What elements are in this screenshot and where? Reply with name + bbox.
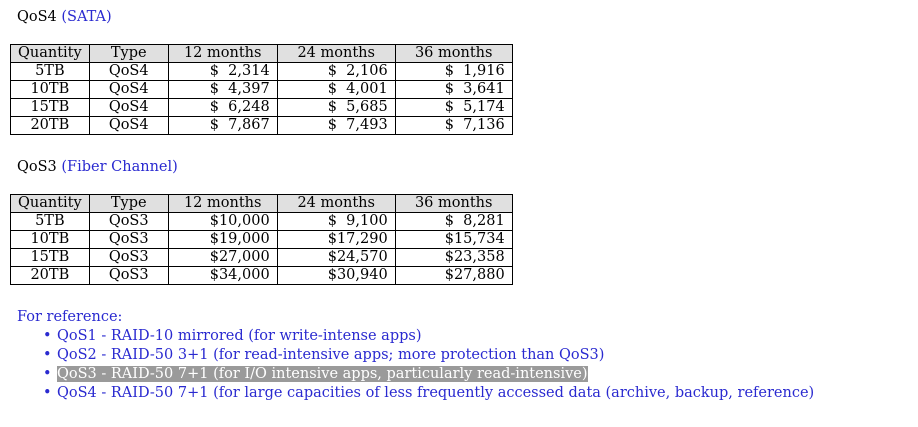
section-heading-qos4	[17, 8, 112, 26]
table-cell: $10,000	[168, 213, 277, 231]
table-cell: QoS3	[89, 249, 168, 267]
section-subtitle: (Fiber Channel)	[61, 159, 178, 175]
column-header: Type	[89, 195, 168, 213]
table-cell: QoS4	[89, 117, 168, 135]
table-cell: $30,940	[277, 267, 395, 285]
table-cell: $ 2,314	[168, 63, 277, 81]
table-cell: 15TB	[11, 99, 90, 117]
table-cell: $ 4,001	[277, 81, 395, 99]
table-row	[11, 213, 513, 231]
table-cell: $23,358	[395, 249, 512, 267]
list-item-text: QoS2 - RAID-50 3+1 (for read-intensive apps; more protection than QoS3)	[57, 347, 605, 363]
list-item	[43, 346, 814, 365]
column-header: 36 months	[395, 195, 512, 213]
table-row	[11, 249, 513, 267]
table-cell: QoS4	[89, 81, 168, 99]
reference-section	[17, 308, 814, 403]
bullet-icon: •	[43, 328, 52, 344]
table-row	[11, 63, 513, 81]
table-header-row	[11, 195, 513, 213]
column-header: 12 months	[168, 195, 277, 213]
table-cell: $ 7,493	[277, 117, 395, 135]
table-cell: QoS4	[89, 63, 168, 81]
pricing-table-qos3	[10, 194, 513, 285]
table-cell: 10TB	[11, 81, 90, 99]
table-row	[11, 231, 513, 249]
table-row	[11, 99, 513, 117]
section-title: QoS4	[17, 9, 57, 25]
table-row	[11, 117, 513, 135]
table-cell: $ 7,136	[395, 117, 512, 135]
table-cell: 20TB	[11, 267, 90, 285]
table-cell: $17,290	[277, 231, 395, 249]
column-header: 24 months	[277, 195, 395, 213]
table-cell: QoS3	[89, 213, 168, 231]
reference-list	[17, 327, 814, 403]
table-cell: 10TB	[11, 231, 90, 249]
table-cell: $34,000	[168, 267, 277, 285]
column-header: 24 months	[277, 45, 395, 63]
list-item-text: QoS1 - RAID-10 mirrored (for write-intense apps)	[57, 328, 422, 344]
table-cell: QoS4	[89, 99, 168, 117]
table-header-row	[11, 45, 513, 63]
pricing-table-qos4	[10, 44, 513, 135]
table-cell: $ 7,867	[168, 117, 277, 135]
table-cell: $24,570	[277, 249, 395, 267]
column-header: 36 months	[395, 45, 512, 63]
bullet-icon: •	[43, 385, 52, 401]
table-cell: $ 9,100	[277, 213, 395, 231]
table-cell: 15TB	[11, 249, 90, 267]
table-cell: $ 1,916	[395, 63, 512, 81]
table-cell: QoS3	[89, 267, 168, 285]
table-cell: $19,000	[168, 231, 277, 249]
list-item	[43, 327, 814, 346]
column-header: Quantity	[11, 45, 90, 63]
bullet-icon: •	[43, 347, 52, 363]
table-row	[11, 267, 513, 285]
table-cell: 20TB	[11, 117, 90, 135]
table-cell: $27,880	[395, 267, 512, 285]
reference-heading: For reference:	[17, 309, 123, 325]
table-cell: $ 5,685	[277, 99, 395, 117]
table-cell: QoS3	[89, 231, 168, 249]
table-cell: 5TB	[11, 63, 90, 81]
section-title: QoS3	[17, 159, 57, 175]
list-item-text: QoS3 - RAID-50 7+1 (for I/O intensive apps, particularly read-intensive)	[57, 366, 588, 382]
list-item-text: QoS4 - RAID-50 7+1 (for large capacities of less frequently accessed data (archive, backup, reference)	[57, 385, 815, 401]
list-item-selected	[43, 365, 814, 384]
column-header: Type	[89, 45, 168, 63]
table-row	[11, 81, 513, 99]
section-heading-qos3	[17, 158, 178, 176]
column-header: 12 months	[168, 45, 277, 63]
bullet-icon: •	[43, 366, 52, 382]
section-subtitle: (SATA)	[61, 9, 112, 25]
table-cell: $15,734	[395, 231, 512, 249]
table-cell: $ 6,248	[168, 99, 277, 117]
table-cell: 5TB	[11, 213, 90, 231]
table-cell: $ 5,174	[395, 99, 512, 117]
table-cell: $ 8,281	[395, 213, 512, 231]
table-cell: $ 4,397	[168, 81, 277, 99]
table-cell: $27,000	[168, 249, 277, 267]
list-item	[43, 384, 814, 403]
table-cell: $ 3,641	[395, 81, 512, 99]
table-cell: $ 2,106	[277, 63, 395, 81]
column-header: Quantity	[11, 195, 90, 213]
